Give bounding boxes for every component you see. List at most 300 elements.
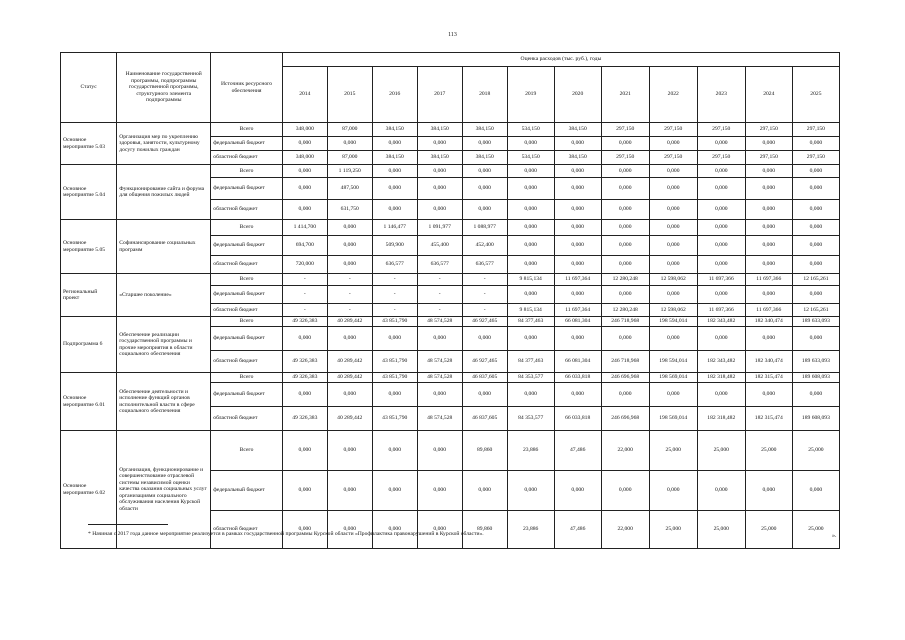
value-cell: 0,000 (507, 137, 554, 151)
value-cell: 22,000 (601, 511, 649, 549)
value-cell: 0,000 (601, 236, 649, 256)
value-cell: 43 851,790 (372, 373, 417, 383)
value-cell: 0,000 (327, 383, 372, 407)
header-year: 2025 (792, 67, 839, 123)
value-cell: 297,150 (792, 123, 839, 137)
header-source: Источник ресурсного обеспечения (211, 53, 283, 123)
value-cell: 11 697,364 (554, 274, 601, 286)
value-cell: 0,000 (372, 165, 417, 178)
value-cell: - (282, 286, 327, 304)
value-cell: 0,000 (462, 178, 507, 200)
value-cell: 0,000 (554, 236, 601, 256)
value-cell: 246 718,968 (601, 351, 649, 373)
header-year: 2017 (417, 67, 462, 123)
value-cell: 182 343,482 (697, 351, 745, 373)
row-name: Обеспечение реализации государственной программы и прочие мероприятия в области социального обеспечения (117, 317, 211, 373)
row-source: областной бюджет (211, 351, 283, 373)
value-cell: 11 697,364 (554, 304, 601, 317)
value-cell: 46 927,465 (462, 351, 507, 373)
value-cell: 25,000 (697, 431, 745, 471)
row-source: федеральный бюджет (211, 286, 283, 304)
value-cell: 40 289,442 (327, 351, 372, 373)
value-cell: 246 696,968 (601, 373, 649, 383)
value-cell: 0,000 (601, 286, 649, 304)
value-cell: 189 633,093 (792, 351, 839, 373)
value-cell: 43 851,790 (372, 407, 417, 431)
value-cell: 384,150 (417, 151, 462, 165)
value-cell: 198 569,014 (649, 407, 697, 431)
value-cell: 25,000 (792, 431, 839, 471)
value-cell: 0,000 (792, 256, 839, 274)
value-cell: 11 697,366 (697, 274, 745, 286)
row-source: федеральный бюджет (211, 178, 283, 200)
value-cell: 297,150 (697, 151, 745, 165)
row-status: Основное мероприятие 5.05 (61, 220, 117, 274)
value-cell: - (282, 304, 327, 317)
value-cell: 0,000 (417, 165, 462, 178)
value-cell: - (417, 274, 462, 286)
value-cell: 182 340,474 (745, 351, 792, 373)
value-cell: 40 289,442 (327, 407, 372, 431)
table-row (61, 274, 840, 286)
value-cell: 198 569,014 (649, 373, 697, 383)
row-name: Обеспечение деятельности и исполнение функций органов исполнительной власти в сфере социального обеспечения (117, 373, 211, 431)
value-cell: 0,000 (282, 471, 327, 511)
value-cell: 0,000 (507, 256, 554, 274)
row-status: Подпрограмма 6 (61, 317, 117, 373)
value-cell: 25,000 (649, 431, 697, 471)
value-cell: 0,000 (745, 286, 792, 304)
value-cell: 0,000 (327, 236, 372, 256)
value-cell: 0,000 (792, 200, 839, 220)
value-cell: 11 697,366 (697, 304, 745, 317)
value-cell: 348,000 (282, 123, 327, 137)
value-cell: 384,150 (372, 123, 417, 137)
value-cell: 0,000 (792, 383, 839, 407)
value-cell: 636,577 (372, 256, 417, 274)
value-cell: 0,000 (327, 471, 372, 511)
row-source: областной бюджет (211, 151, 283, 165)
value-cell: 0,000 (507, 220, 554, 236)
header-year: 2020 (554, 67, 601, 123)
row-source: Всего (211, 274, 283, 286)
value-cell: 0,000 (649, 383, 697, 407)
row-source: областной бюджет (211, 200, 283, 220)
value-cell: 49 326,383 (282, 373, 327, 383)
value-cell: 297,150 (745, 123, 792, 137)
value-cell: 0,000 (462, 471, 507, 511)
value-cell: 182 318,482 (697, 373, 745, 383)
value-cell: 0,000 (601, 383, 649, 407)
value-cell: 40 289,442 (327, 317, 372, 327)
table-row (61, 431, 840, 471)
value-cell: 0,000 (649, 471, 697, 511)
value-cell: 87,000 (327, 123, 372, 137)
value-cell: - (462, 274, 507, 286)
value-cell: 48 574,528 (417, 351, 462, 373)
value-cell: 0,000 (792, 220, 839, 236)
value-cell: 0,000 (554, 327, 601, 351)
value-cell: - (327, 286, 372, 304)
value-cell: 47,486 (554, 511, 601, 549)
header-year: 2021 (601, 67, 649, 123)
value-cell: 0,000 (601, 220, 649, 236)
value-cell: 0,000 (601, 165, 649, 178)
value-cell: 66 081,304 (554, 351, 601, 373)
value-cell: 49 326,383 (282, 317, 327, 327)
value-cell: 0,000 (372, 137, 417, 151)
value-cell: 0,000 (745, 471, 792, 511)
value-cell: 384,150 (554, 151, 601, 165)
value-cell: 0,000 (372, 383, 417, 407)
row-source: Всего (211, 317, 283, 327)
header-year: 2023 (697, 67, 745, 123)
table-row (61, 220, 840, 236)
value-cell: 66 081,304 (554, 317, 601, 327)
row-source: областной бюджет (211, 407, 283, 431)
value-cell: 25,000 (745, 511, 792, 549)
value-cell: 0,000 (507, 165, 554, 178)
value-cell: 0,000 (745, 256, 792, 274)
value-cell: 84 377,463 (507, 351, 554, 373)
table-row (61, 123, 840, 137)
value-cell: - (462, 304, 507, 317)
value-cell: 297,150 (792, 151, 839, 165)
value-cell: 9 815,134 (507, 304, 554, 317)
value-cell: 47,486 (554, 431, 601, 471)
value-cell: 0,000 (697, 256, 745, 274)
value-cell: 0,000 (372, 178, 417, 200)
value-cell: 631,750 (327, 200, 372, 220)
value-cell: 25,000 (745, 431, 792, 471)
row-status: Основное мероприятие 5.03 (61, 123, 117, 165)
value-cell: - (327, 274, 372, 286)
value-cell: 0,000 (282, 165, 327, 178)
value-cell: 23,886 (507, 431, 554, 471)
value-cell: 0,000 (601, 200, 649, 220)
value-cell: 84 353,577 (507, 407, 554, 431)
value-cell: 0,000 (697, 178, 745, 200)
value-cell: 0,000 (697, 286, 745, 304)
value-cell: 487,500 (327, 178, 372, 200)
value-cell: - (327, 304, 372, 317)
value-cell: 0,000 (282, 431, 327, 471)
header-year: 2014 (282, 67, 327, 123)
value-cell: 0,000 (507, 178, 554, 200)
value-cell: 0,000 (327, 511, 372, 549)
value-cell: 0,000 (792, 165, 839, 178)
value-cell: 0,000 (507, 236, 554, 256)
footnote-rule (88, 524, 168, 525)
value-cell: 0,000 (327, 220, 372, 236)
header-year: 2015 (327, 67, 372, 123)
value-cell: 384,150 (462, 151, 507, 165)
row-source: федеральный бюджет (211, 383, 283, 407)
row-source: областной бюджет (211, 256, 283, 274)
value-cell: 1 091,977 (417, 220, 462, 236)
value-cell: 23,886 (507, 511, 554, 549)
header-year: 2024 (745, 67, 792, 123)
row-source: федеральный бюджет (211, 471, 283, 511)
header-status: Статус (61, 53, 117, 123)
value-cell: 189 633,093 (792, 317, 839, 327)
value-cell: 0,000 (649, 236, 697, 256)
value-cell: 297,150 (649, 123, 697, 137)
header-year: 2022 (649, 67, 697, 123)
value-cell: 0,000 (417, 327, 462, 351)
value-cell: 384,150 (462, 123, 507, 137)
row-status: Основное мероприятие 6.02 (61, 431, 117, 549)
value-cell: 0,000 (649, 220, 697, 236)
value-cell: 0,000 (462, 327, 507, 351)
value-cell: 636,577 (417, 256, 462, 274)
value-cell: 0,000 (462, 165, 507, 178)
value-cell: 384,150 (554, 123, 601, 137)
value-cell: 1 119,250 (327, 165, 372, 178)
budget-table (60, 52, 840, 549)
row-name: Организация мер по укреплению здоровья, занятости, культурному досугу пожилых граждан (117, 123, 211, 165)
value-cell: 0,000 (649, 200, 697, 220)
value-cell: 43 851,790 (372, 317, 417, 327)
value-cell: - (372, 286, 417, 304)
value-cell: 246 718,968 (601, 317, 649, 327)
header-name: Наименование государственной программы, подпрограммы государственной программы, структурного элемента подпрограммы (117, 53, 211, 123)
value-cell: 0,000 (507, 383, 554, 407)
value-cell: 297,150 (601, 151, 649, 165)
value-cell: 46 927,465 (462, 317, 507, 327)
value-cell: 0,000 (649, 256, 697, 274)
value-cell: 384,150 (372, 151, 417, 165)
value-cell: 694,700 (282, 236, 327, 256)
value-cell: 0,000 (745, 178, 792, 200)
value-cell: 12 598,062 (649, 304, 697, 317)
value-cell: 0,000 (417, 383, 462, 407)
value-cell: 49 326,383 (282, 407, 327, 431)
value-cell: 12 165,261 (792, 274, 839, 286)
value-cell: 0,000 (697, 383, 745, 407)
value-cell: 0,000 (462, 137, 507, 151)
value-cell: 46 837,605 (462, 373, 507, 383)
value-cell: 9 815,134 (507, 274, 554, 286)
value-cell: 0,000 (507, 327, 554, 351)
value-cell: 0,000 (554, 286, 601, 304)
value-cell: 182 343,482 (697, 317, 745, 327)
value-cell: 48 574,528 (417, 407, 462, 431)
value-cell: 66 033,818 (554, 373, 601, 383)
value-cell: 0,000 (554, 178, 601, 200)
value-cell: 0,000 (282, 327, 327, 351)
value-cell: 84 353,577 (507, 373, 554, 383)
value-cell: 182 318,482 (697, 407, 745, 431)
value-cell: 0,000 (649, 178, 697, 200)
value-cell: 0,000 (649, 165, 697, 178)
value-cell: 246 696,968 (601, 407, 649, 431)
value-cell: 22,000 (601, 431, 649, 471)
value-cell: 46 837,605 (462, 407, 507, 431)
row-source: Всего (211, 123, 283, 137)
value-cell: 509,900 (372, 236, 417, 256)
value-cell: 0,000 (554, 383, 601, 407)
value-cell: 89,860 (462, 431, 507, 471)
value-cell: 0,000 (327, 327, 372, 351)
value-cell: 0,000 (601, 327, 649, 351)
table-row (61, 165, 840, 178)
row-name: Софинансирование социальных программ (117, 220, 211, 274)
value-cell: 1 088,977 (462, 220, 507, 236)
header-year: 2018 (462, 67, 507, 123)
value-cell: 84 377,463 (507, 317, 554, 327)
row-source: федеральный бюджет (211, 327, 283, 351)
value-cell: 297,150 (697, 123, 745, 137)
end-mark: ». (832, 533, 837, 539)
value-cell: 0,000 (372, 200, 417, 220)
row-source: Всего (211, 220, 283, 236)
value-cell: 0,000 (327, 431, 372, 471)
value-cell: 87,000 (327, 151, 372, 165)
value-cell: 182 340,474 (745, 317, 792, 327)
row-name: «Старшее поколение» (117, 274, 211, 317)
value-cell: 0,000 (601, 471, 649, 511)
value-cell: 0,000 (792, 137, 839, 151)
value-cell: 48 574,528 (417, 317, 462, 327)
value-cell: 182 315,474 (745, 373, 792, 383)
row-source: областной бюджет (211, 304, 283, 317)
value-cell: 384,150 (417, 123, 462, 137)
value-cell: 534,150 (507, 151, 554, 165)
value-cell: 182 315,474 (745, 407, 792, 431)
value-cell: 0,000 (417, 200, 462, 220)
value-cell: 0,000 (554, 220, 601, 236)
value-cell: 0,000 (745, 383, 792, 407)
value-cell: 198 594,014 (649, 317, 697, 327)
value-cell: 0,000 (649, 327, 697, 351)
value-cell: 0,000 (282, 178, 327, 200)
value-cell: 66 033,818 (554, 407, 601, 431)
value-cell: 0,000 (745, 200, 792, 220)
value-cell: 0,000 (792, 471, 839, 511)
row-status: Основное мероприятие 5.04 (61, 165, 117, 220)
value-cell: 0,000 (417, 511, 462, 549)
value-cell: 189 608,093 (792, 407, 839, 431)
value-cell: 0,000 (554, 200, 601, 220)
value-cell: 189 608,093 (792, 373, 839, 383)
value-cell: 43 851,790 (372, 351, 417, 373)
value-cell: 0,000 (417, 431, 462, 471)
value-cell: 297,150 (601, 123, 649, 137)
value-cell: 89,860 (462, 511, 507, 549)
row-name: Организация, функционирование и совершенствование отраслевой системы независимой оценки качества оказания социальных услуг организациями социального обслуживания населения Курской области (117, 431, 211, 549)
header-year: 2019 (507, 67, 554, 123)
value-cell: 12 598,062 (649, 274, 697, 286)
value-cell: 0,000 (745, 236, 792, 256)
value-cell: 40 289,442 (327, 373, 372, 383)
value-cell: 534,150 (507, 123, 554, 137)
value-cell: 0,000 (792, 236, 839, 256)
row-source: федеральный бюджет (211, 137, 283, 151)
value-cell: 452,400 (462, 236, 507, 256)
value-cell: 0,000 (372, 431, 417, 471)
value-cell: 0,000 (462, 383, 507, 407)
value-cell: 0,000 (507, 286, 554, 304)
value-cell: 297,150 (745, 151, 792, 165)
value-cell: 12 280,248 (601, 304, 649, 317)
table-row (61, 317, 840, 327)
header-year: 2016 (372, 67, 417, 123)
row-source: Всего (211, 431, 283, 471)
row-name: Функционирование сайта и форума для общения пожилых людей (117, 165, 211, 220)
value-cell: 0,000 (282, 137, 327, 151)
value-cell: 0,000 (697, 327, 745, 351)
value-cell: 0,000 (507, 471, 554, 511)
value-cell: 0,000 (697, 165, 745, 178)
row-status: Региональный проект (61, 274, 117, 317)
value-cell: 0,000 (554, 137, 601, 151)
value-cell: 0,000 (417, 178, 462, 200)
value-cell: 48 574,528 (417, 373, 462, 383)
value-cell: 0,000 (507, 200, 554, 220)
value-cell: - (462, 286, 507, 304)
value-cell: 297,150 (649, 151, 697, 165)
value-cell: 0,000 (601, 137, 649, 151)
value-cell: 720,000 (282, 256, 327, 274)
value-cell: 0,000 (282, 511, 327, 549)
value-cell: 0,000 (649, 137, 697, 151)
value-cell: - (417, 304, 462, 317)
value-cell: 0,000 (554, 165, 601, 178)
value-cell: 0,000 (745, 165, 792, 178)
value-cell: 0,000 (792, 178, 839, 200)
value-cell: 0,000 (601, 256, 649, 274)
value-cell: 25,000 (697, 511, 745, 549)
value-cell: 0,000 (697, 200, 745, 220)
value-cell: 0,000 (697, 471, 745, 511)
value-cell: 636,577 (462, 256, 507, 274)
value-cell: 0,000 (554, 256, 601, 274)
table-row (61, 373, 840, 383)
footnote: * Начиная с 2017 года данное мероприятие реализуется в рамках государственной программы Курской области «Профилактика правонарушений в Курской области». (88, 531, 484, 537)
value-cell: 1 146,477 (372, 220, 417, 236)
value-cell: 0,000 (745, 327, 792, 351)
value-cell: 0,000 (327, 256, 372, 274)
row-source: Всего (211, 165, 283, 178)
value-cell: 0,000 (792, 286, 839, 304)
value-cell: - (372, 274, 417, 286)
value-cell: 0,000 (554, 471, 601, 511)
value-cell: 11 697,366 (745, 274, 792, 286)
value-cell: 0,000 (282, 200, 327, 220)
value-cell: 25,000 (792, 511, 839, 549)
value-cell: 0,000 (697, 220, 745, 236)
value-cell: 12 280,248 (601, 274, 649, 286)
row-source: Всего (211, 373, 283, 383)
value-cell: 0,000 (697, 236, 745, 256)
row-source: областной бюджет (211, 511, 283, 549)
value-cell: 198 594,014 (649, 351, 697, 373)
value-cell: 0,000 (792, 327, 839, 351)
row-source: федеральный бюджет (211, 236, 283, 256)
value-cell: 25,000 (649, 511, 697, 549)
value-cell: - (417, 286, 462, 304)
row-status: Основное мероприятие 6.01 (61, 373, 117, 431)
value-cell: 0,000 (417, 471, 462, 511)
value-cell: 0,000 (745, 137, 792, 151)
value-cell: 0,000 (372, 327, 417, 351)
value-cell: 0,000 (649, 286, 697, 304)
value-cell: - (282, 274, 327, 286)
value-cell: 455,400 (417, 236, 462, 256)
value-cell: 0,000 (372, 471, 417, 511)
value-cell: 0,000 (601, 178, 649, 200)
